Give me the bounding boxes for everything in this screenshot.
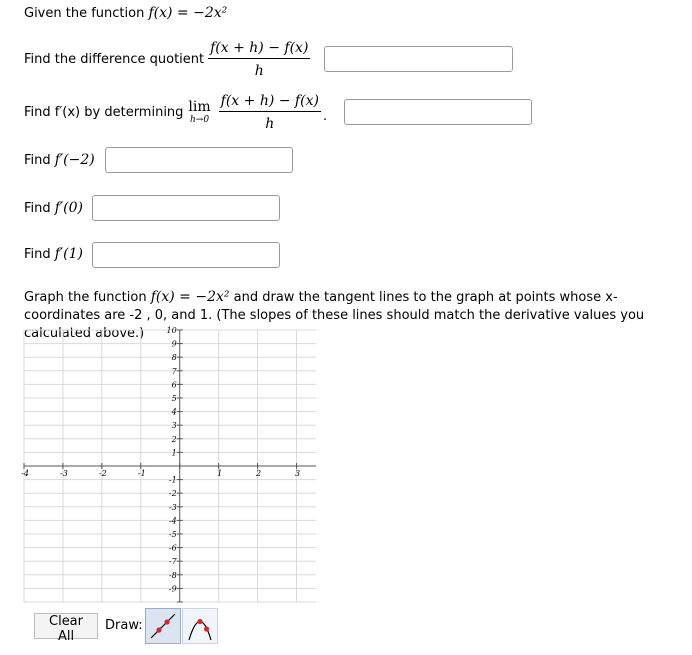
x-tick-label: -4 xyxy=(21,469,29,478)
instructions-function: f(x) = −2x² xyxy=(150,289,230,305)
y-tick-label: 9 xyxy=(171,339,177,349)
x-tick-label: 3 xyxy=(294,469,301,478)
fp-1-input[interactable] xyxy=(92,242,280,268)
fp-minus2-input[interactable] xyxy=(105,147,293,173)
x-tick-label: 1 xyxy=(217,469,223,478)
draw-label: Draw: xyxy=(105,618,143,633)
y-tick-label: 4 xyxy=(171,407,177,417)
fp-0-line xyxy=(24,200,83,216)
difference-quotient-input[interactable] xyxy=(324,46,513,72)
parabola-tool-button[interactable] xyxy=(182,608,218,644)
graph-canvas[interactable] xyxy=(21,326,316,602)
y-tick-label: 5 xyxy=(171,394,177,403)
y-tick-label: 7 xyxy=(171,366,177,376)
derivative-fraction xyxy=(219,93,321,132)
instructions-part2: and draw the tangent lines to the graph at points whose x-coordinates are -2 , 0, and 1. (The slopes of these lines should match the derivative values you calculated above.) xyxy=(24,290,645,341)
fraction-denominator: h xyxy=(254,62,264,79)
derivative-fraction-numerator: f(x + h) − f(x) xyxy=(219,93,321,112)
find-label: Find xyxy=(24,152,51,168)
y-tick-label: -6 xyxy=(168,543,177,553)
x-tick-label: -3 xyxy=(60,469,68,478)
y-tick-label: -8 xyxy=(168,570,177,580)
y-tick-label: 6 xyxy=(171,380,177,390)
y-tick-label: 8 xyxy=(171,353,177,363)
given-label: Given the function xyxy=(24,5,145,21)
x-tick-label: 2 xyxy=(256,469,262,478)
fraction-numerator: f(x + h) − f(x) xyxy=(208,40,310,59)
y-tick-label: 1 xyxy=(171,448,177,458)
derivative-fraction-denominator: h xyxy=(265,115,275,132)
find-label: Find xyxy=(24,246,51,262)
period: . xyxy=(322,108,328,124)
clear-all-button[interactable]: Clear All xyxy=(34,613,98,639)
given-function: f(x) = −2x² xyxy=(148,5,228,21)
line-tool-button[interactable] xyxy=(145,608,181,644)
x-tick-label: -2 xyxy=(98,469,107,478)
y-tick-label: -2 xyxy=(168,489,177,499)
derivative-input[interactable] xyxy=(344,99,532,125)
limit-notation xyxy=(188,100,210,125)
y-tick-label: -3 xyxy=(168,502,177,512)
fp-0-expr: f′(0) xyxy=(54,200,83,216)
limit-word: lim xyxy=(188,98,211,115)
fp-minus2-line xyxy=(24,152,95,168)
fp-0-input[interactable] xyxy=(92,195,280,221)
line-tool-icon xyxy=(146,609,180,643)
difference-quotient-fraction xyxy=(208,40,310,79)
y-tick-label: 10 xyxy=(166,326,177,335)
y-tick-label: -4 xyxy=(168,516,177,526)
y-tick-label: 2 xyxy=(171,434,177,444)
x-tick-label: -1 xyxy=(137,469,146,478)
dq-label: Find the difference quotient xyxy=(24,51,205,67)
instructions-part1: Graph the function xyxy=(24,290,147,305)
y-tick-label: -7 xyxy=(168,557,177,567)
fp-1-expr: f′(1) xyxy=(54,246,83,262)
limit-subscript: h→0 xyxy=(190,114,210,125)
y-tick-label: -1 xyxy=(168,475,177,485)
parabola-tool-icon xyxy=(183,609,217,643)
y-tick-label: -9 xyxy=(168,584,177,594)
fp-1-line xyxy=(24,246,83,262)
y-tick-label: 3 xyxy=(171,421,177,431)
deriv-label: Find f′(x) by determining xyxy=(24,104,184,120)
find-label: Find xyxy=(24,200,51,216)
derivative-limit-line xyxy=(24,91,327,133)
fp-minus2-expr: f′(−2) xyxy=(54,152,95,168)
given-line xyxy=(24,5,227,21)
difference-quotient-line xyxy=(24,38,314,80)
y-tick-label: -5 xyxy=(168,530,177,539)
